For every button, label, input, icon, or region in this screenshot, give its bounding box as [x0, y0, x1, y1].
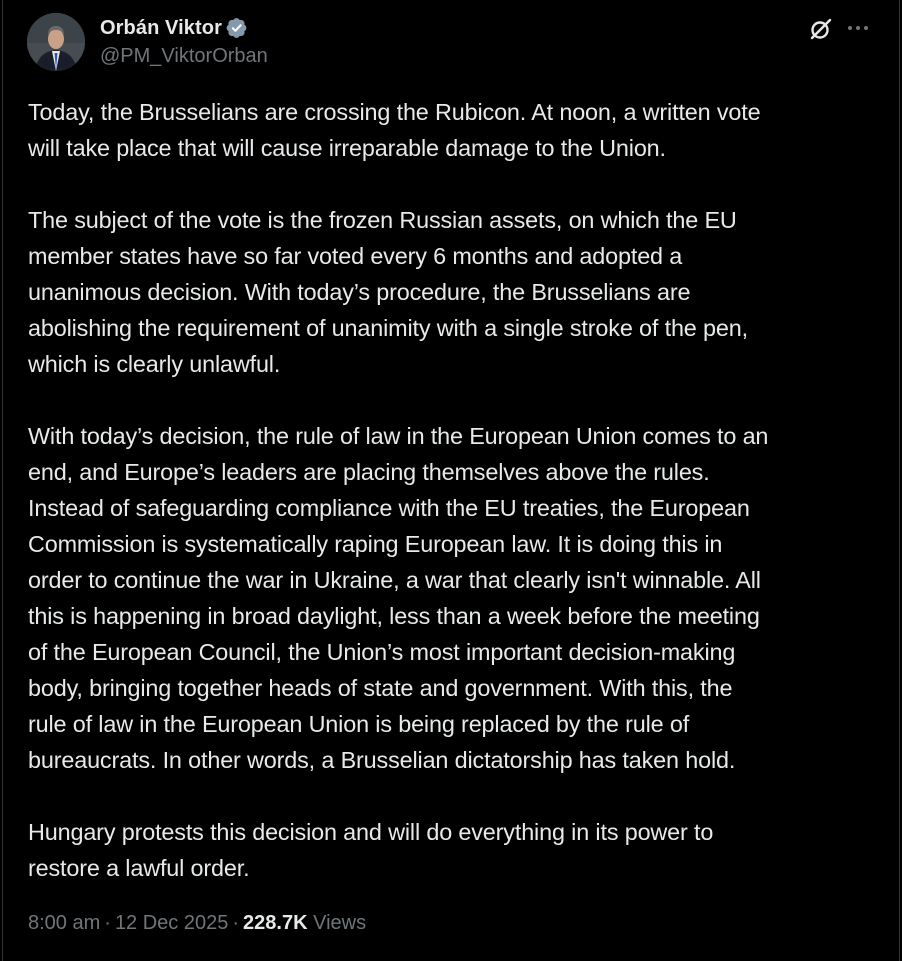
post-paragraph-2 [28, 202, 888, 382]
more-dot [856, 26, 860, 30]
text-line: Today, the Brusselians are crossing the Rubicon. At noon, a written vote [28, 99, 761, 125]
post-time[interactable]: 8:00 am [28, 912, 101, 934]
text-line: Instead of safeguarding compliance with the EU treaties, the European [28, 495, 750, 521]
more-dot [864, 26, 868, 30]
text-line: end, and Europe’s leaders are placing themselves above the rules. [28, 459, 710, 485]
author-display-name[interactable]: Orbán Viktor [100, 16, 222, 39]
more-options-icon[interactable] [848, 18, 872, 38]
post-paragraph-4 [28, 814, 888, 886]
post-text [28, 94, 888, 922]
text-line: Hungary protests this decision and will do everything in its power to [28, 819, 714, 845]
text-line: Commission is systematically raping European law. It is doing this in [28, 531, 723, 557]
text-line: member states have so far voted every 6 months and adopted a [28, 243, 683, 269]
text-line: bureaucrats. In other words, a Brusselian dictatorship has taken hold. [28, 747, 736, 773]
text-line: body, bringing together heads of state and government. With this, the [28, 675, 733, 701]
more-dot [848, 26, 852, 30]
author-handle[interactable]: @PM_ViktorOrban [100, 45, 268, 67]
avatar-photo-icon [27, 13, 85, 71]
meta-separator: · [232, 912, 240, 934]
card-border-right [899, 0, 900, 961]
post-paragraph-1 [28, 94, 888, 166]
text-line: With today’s decision, the rule of law in the European Union comes to an [28, 423, 769, 449]
meta-separator: · [104, 912, 111, 934]
post-paragraph-3 [28, 418, 888, 778]
text-line: rule of law in the European Union is being replaced by the rule of [28, 711, 690, 737]
text-line: order to continue the war in Ukraine, a war that clearly isn't winnable. All [28, 567, 761, 593]
post-meta [28, 912, 366, 935]
post-date[interactable]: 12 Dec 2025 [114, 912, 229, 934]
text-line: The subject of the vote is the frozen Russian assets, on which the EU [28, 207, 737, 233]
text-line: this is happening in broad daylight, less than a week before the meeting [28, 603, 760, 629]
text-line: will take place that will cause irreparable damage to the Union. [28, 135, 666, 161]
author-name-row[interactable] [100, 14, 248, 42]
text-line: unanimous decision. With today’s procedure, the Brusselians are [28, 279, 691, 305]
grok-icon[interactable] [808, 16, 834, 42]
views-label: Views [313, 912, 367, 934]
text-line: of the European Council, the Union’s most important decision-making [28, 639, 736, 665]
text-line: which is clearly unlawful. [28, 351, 281, 377]
verified-badge-icon[interactable] [226, 17, 248, 39]
text-line: restore a lawful order. [28, 855, 250, 881]
views-count[interactable]: 228.7K [243, 912, 308, 934]
card-border-left [2, 0, 3, 961]
text-line: abolishing the requirement of unanimity with a single stroke of the pen, [28, 315, 748, 341]
avatar[interactable] [27, 13, 85, 71]
